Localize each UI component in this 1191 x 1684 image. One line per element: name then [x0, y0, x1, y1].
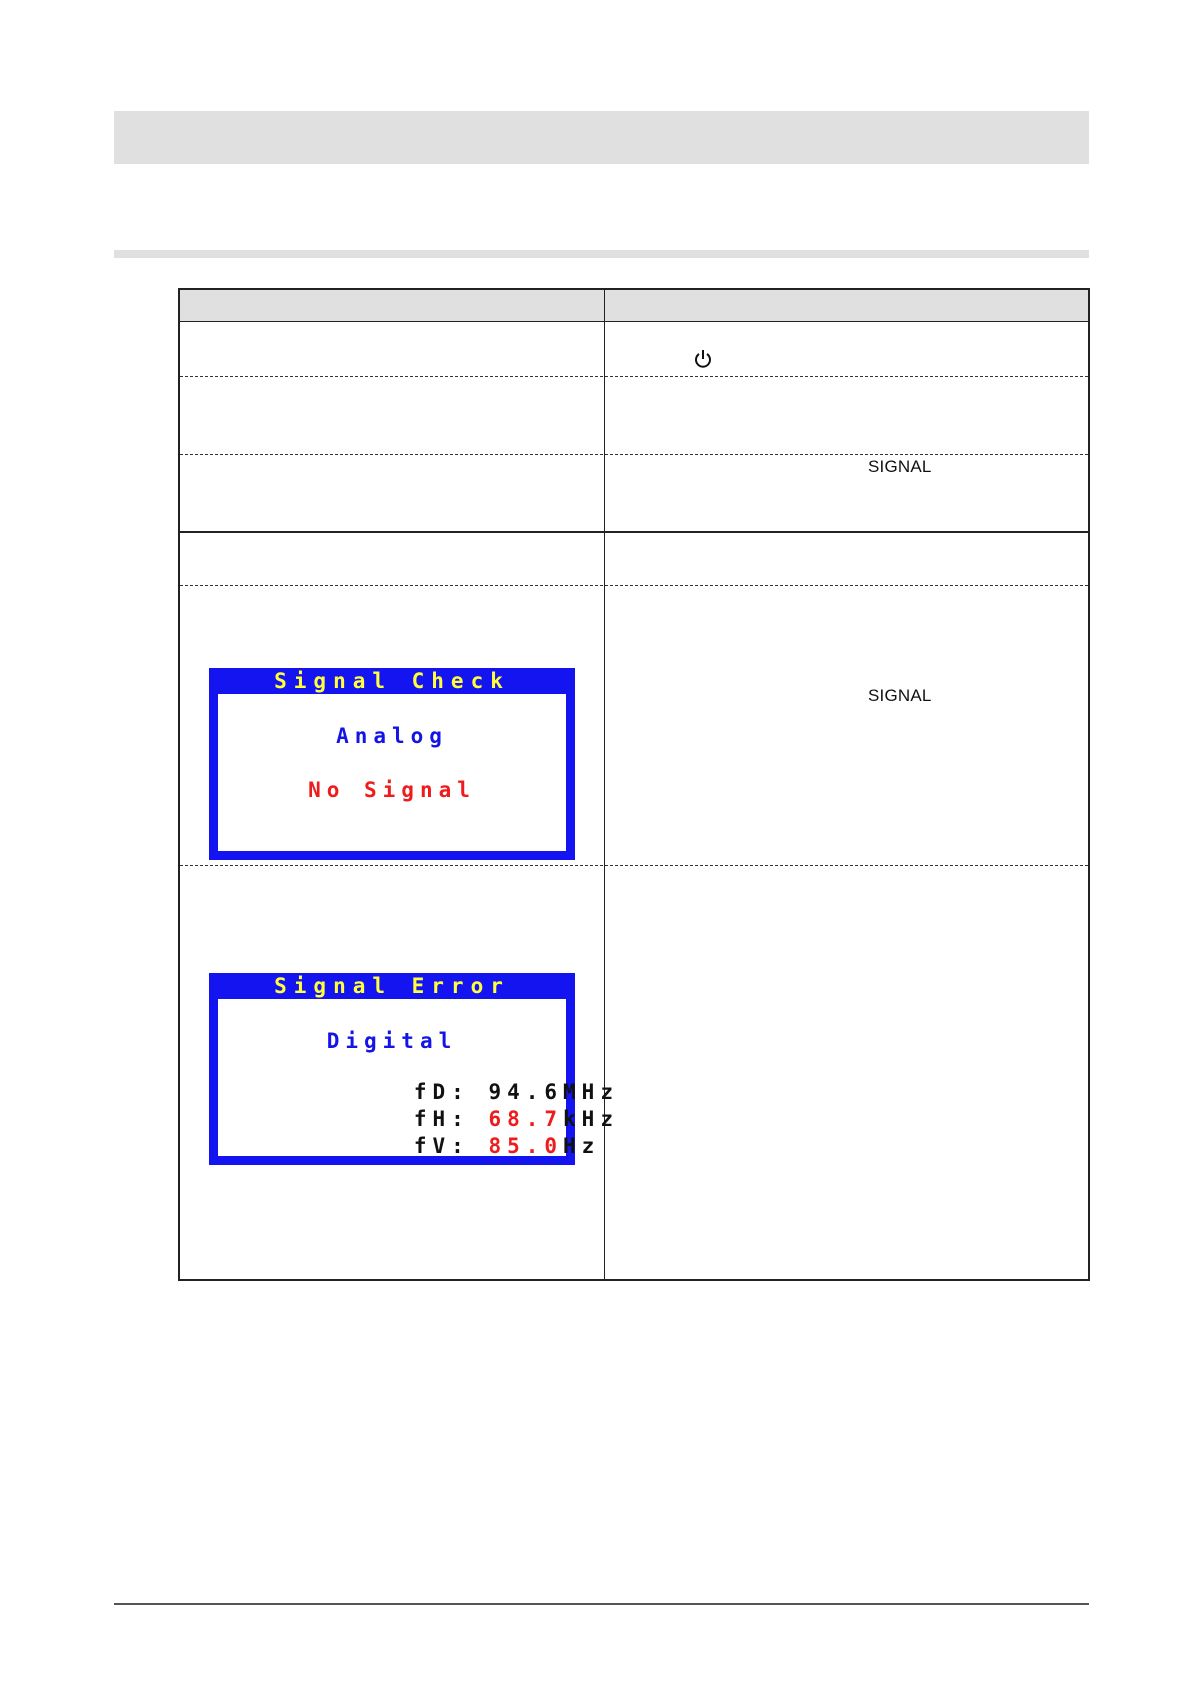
row-divider [180, 865, 1088, 866]
osd-input-type: Digital [326, 1029, 458, 1053]
osd-title: Signal Check [274, 669, 510, 693]
frequency-label: fV: [413, 1134, 470, 1158]
frequency-unit: Hz [563, 1134, 601, 1158]
frequency-unit: MHz [563, 1080, 619, 1104]
chapter-header-band [114, 111, 1089, 164]
frequency-label: fD: [413, 1080, 470, 1104]
footer-rule [114, 1603, 1089, 1605]
row-divider [180, 585, 1088, 586]
signal-button-label: SIGNAL [868, 686, 932, 705]
signal-button-label: SIGNAL [868, 457, 932, 476]
frequency-value: 94.6 [488, 1080, 564, 1104]
frequency-label: fH: [413, 1107, 470, 1131]
signal-error-osd [209, 973, 619, 1165]
signal-check-osd [209, 668, 575, 860]
osd-input-type: Analog [336, 724, 448, 748]
frequency-unit: kHz [563, 1107, 619, 1131]
row-group-divider [180, 531, 1088, 533]
frequency-value: 85.0 [488, 1134, 564, 1158]
osd-body [218, 694, 566, 851]
osd-body [218, 999, 619, 1158]
frequency-value: 68.7 [488, 1107, 564, 1131]
section-rule [114, 250, 1089, 258]
row-divider [180, 454, 1088, 455]
osd-status: No Signal [308, 778, 476, 802]
row-divider [180, 376, 1088, 377]
osd-frequency-row [302, 1110, 600, 1182]
table-header-row [180, 290, 1088, 322]
osd-title: Signal Error [274, 974, 510, 998]
power-icon [694, 349, 712, 374]
